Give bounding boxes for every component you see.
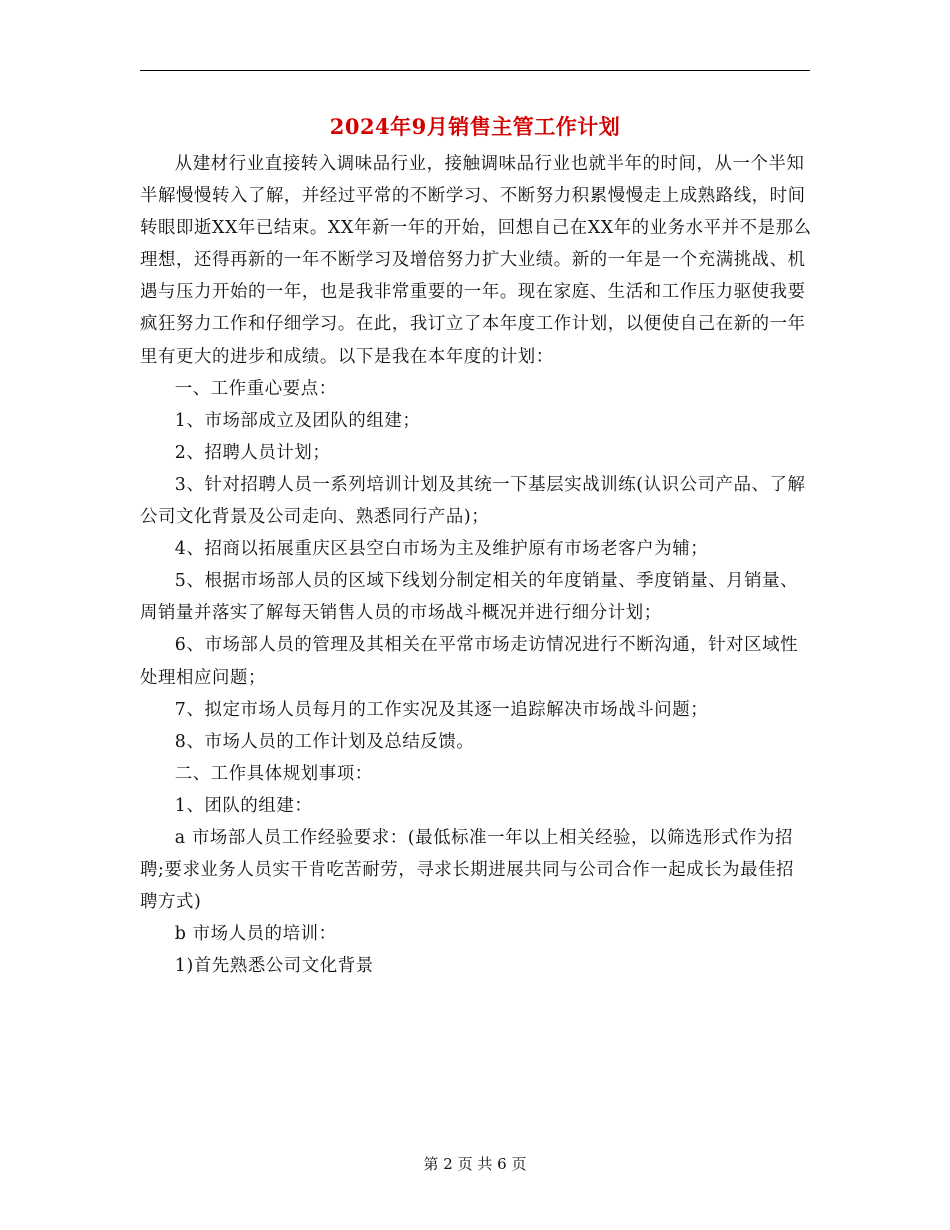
document-body <box>140 148 812 982</box>
page-title: 2024年9月销售主管工作计划 <box>329 114 621 139</box>
section-heading-1: 一、工作重心要点： <box>174 378 337 399</box>
list-item: 1)首先熟悉公司文化背景 <box>174 956 374 977</box>
list-item: b 市场人员的培训： <box>174 924 337 945</box>
list-item: a 市场部人员工作经验要求：(最低标准一年以上相关经验，以筛选形式作为招聘;要求业务人员实干肯吃苦耐劳，寻求长期进展共同与公司合作一起成长为最佳招聘方式) <box>140 827 795 913</box>
list-item: 1、市场部成立及团队的组建； <box>174 410 421 431</box>
list-item: 8、市场人员的工作计划及总结反馈。 <box>174 731 475 752</box>
list-item: 6、市场部人员的管理及其相关在平常市场走访情况进行不断沟通，针对区域性处理相应问题； <box>140 635 799 688</box>
header-rule <box>140 70 810 71</box>
list-item: 3、针对招聘人员一系列培训计划及其统一下基层实战训练(认识公司产品、了解公司文化背景及公司走向、熟悉同行产品)； <box>140 474 806 528</box>
list-item: 7、拟定市场人员每月的工作实况及其逐一追踪解决市场战斗问题； <box>174 699 709 720</box>
list-item: 4、招商以拓展重庆区县空白市场为主及维护原有市场老客户为辅； <box>174 539 709 560</box>
subsection-heading: 1、团队的组建： <box>174 795 313 816</box>
page-number-footer: 第 2 页 共 6 页 <box>423 1155 527 1173</box>
intro-paragraph: 从建材行业直接转入调味品行业，接触调味品行业也就半年的时间，从一个半知半解慢慢转入了解，并经过平常的不断学习、不断努力积累慢慢走上成熟路线，时间转眼即逝XX年已结束。XX年新一年的开始，回想自己在XX年的业务水平并不是那么理想，还得再新的一年不断学习及增倍努力扩大业绩。新的一年是一个充满挑战、机遇与压力开始的一年，也是我非常重要的一年。现在家庭、生活和工作压力驱使我要疯狂努力工作和仔细学习。在此，我订立了本年度工作计划，以便使自己在新的一年里有更大的进步和成绩。以下是我在本年度的计划： <box>140 154 812 367</box>
list-item: 5、根据市场部人员的区域下线划分制定相关的年度销量、季度销量、月销量、周销量并落实了解每天销售人员的市场战斗概况并进行细分计划； <box>140 571 799 624</box>
section-heading-2: 二、工作具体规划事项： <box>174 763 373 784</box>
list-item: 2、招聘人员计划； <box>174 442 331 463</box>
